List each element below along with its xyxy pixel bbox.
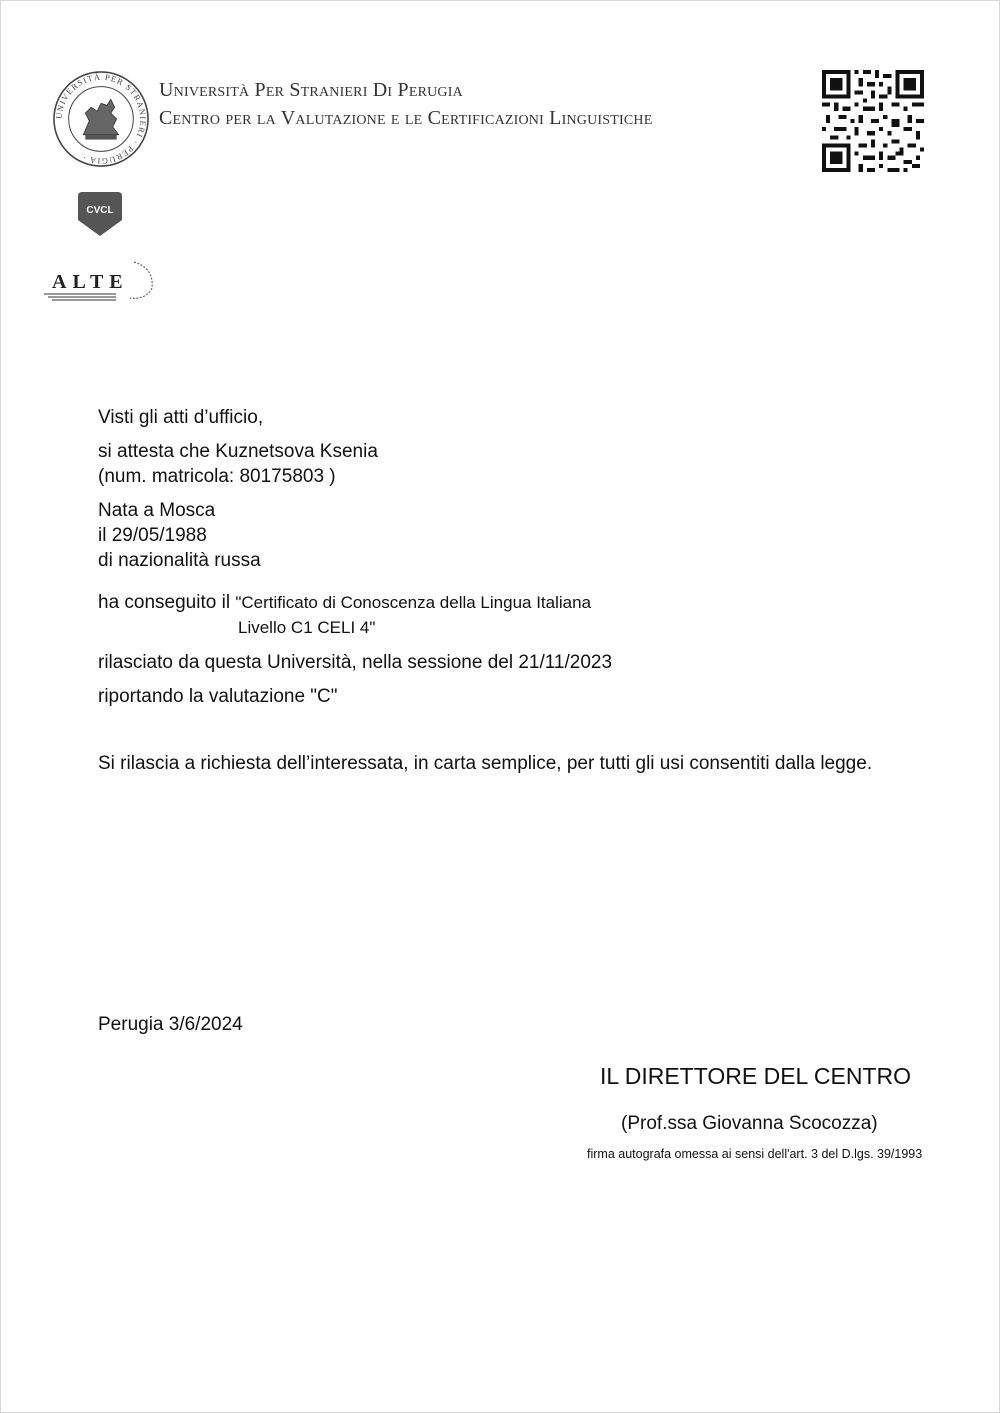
birthdate-line: il 29/05/1988 (98, 525, 207, 546)
conseguito-line (98, 590, 591, 615)
valutazione-line: riportando la valutazione "C" (98, 686, 338, 707)
intro-line: Visti gli atti d’ufficio, (98, 407, 264, 428)
director-title: IL DIRETTORE DEL CENTRO (600, 1063, 911, 1089)
rilasciato-line: rilasciato da questa Università, nella sessione del 21/11/2023 (98, 652, 613, 673)
place-date: Perugia 3/6/2024 (98, 1014, 243, 1035)
svg-text:UNIVERSITÀ PER STRANIERI · PER (55, 72, 148, 166)
alte-logo-text: ALTE (52, 271, 129, 293)
cvcl-logo-text: CVCL (86, 205, 114, 216)
university-header (159, 76, 652, 132)
nationality-line: di nazionalità russa (98, 550, 261, 571)
university-name: Università Per Stranieri Di Perugia (159, 79, 463, 101)
centre-name: Centro per la Valutazione e le Certificazioni Linguistiche (159, 107, 653, 129)
matricola-line: (num. matricola: 80175803 ) (98, 466, 336, 487)
seal-ring-text (52, 70, 150, 168)
conseguito-prefix: ha conseguito il (98, 592, 231, 613)
certificate-name: "Certificato di Conoscenza della Lingua Italiana (235, 593, 592, 612)
attesta-line: si attesta che Kuznetsova Ksenia (98, 441, 378, 462)
director-name: (Prof.ssa Giovanna Scocozza) (621, 1113, 878, 1134)
birthplace-line: Nata a Mosca (98, 500, 216, 521)
qr-code-icon (822, 70, 924, 172)
signature-note: firma autografa omessa ai sensi dell'art. 3 del D.lgs. 39/1993 (587, 1147, 923, 1161)
cvcl-logo (76, 190, 124, 238)
seal-ring-label: UNIVERSITÀ PER STRANIERI · PERUGIA · (54, 72, 148, 166)
richiesta-line: Si rilascia a richiesta dell’interessata, in carta semplice, per tutti gli usi consentiti dalla legge. (98, 753, 873, 774)
certificate-level: Livello C1 CELI 4" (238, 618, 376, 637)
alte-logo (42, 254, 162, 304)
